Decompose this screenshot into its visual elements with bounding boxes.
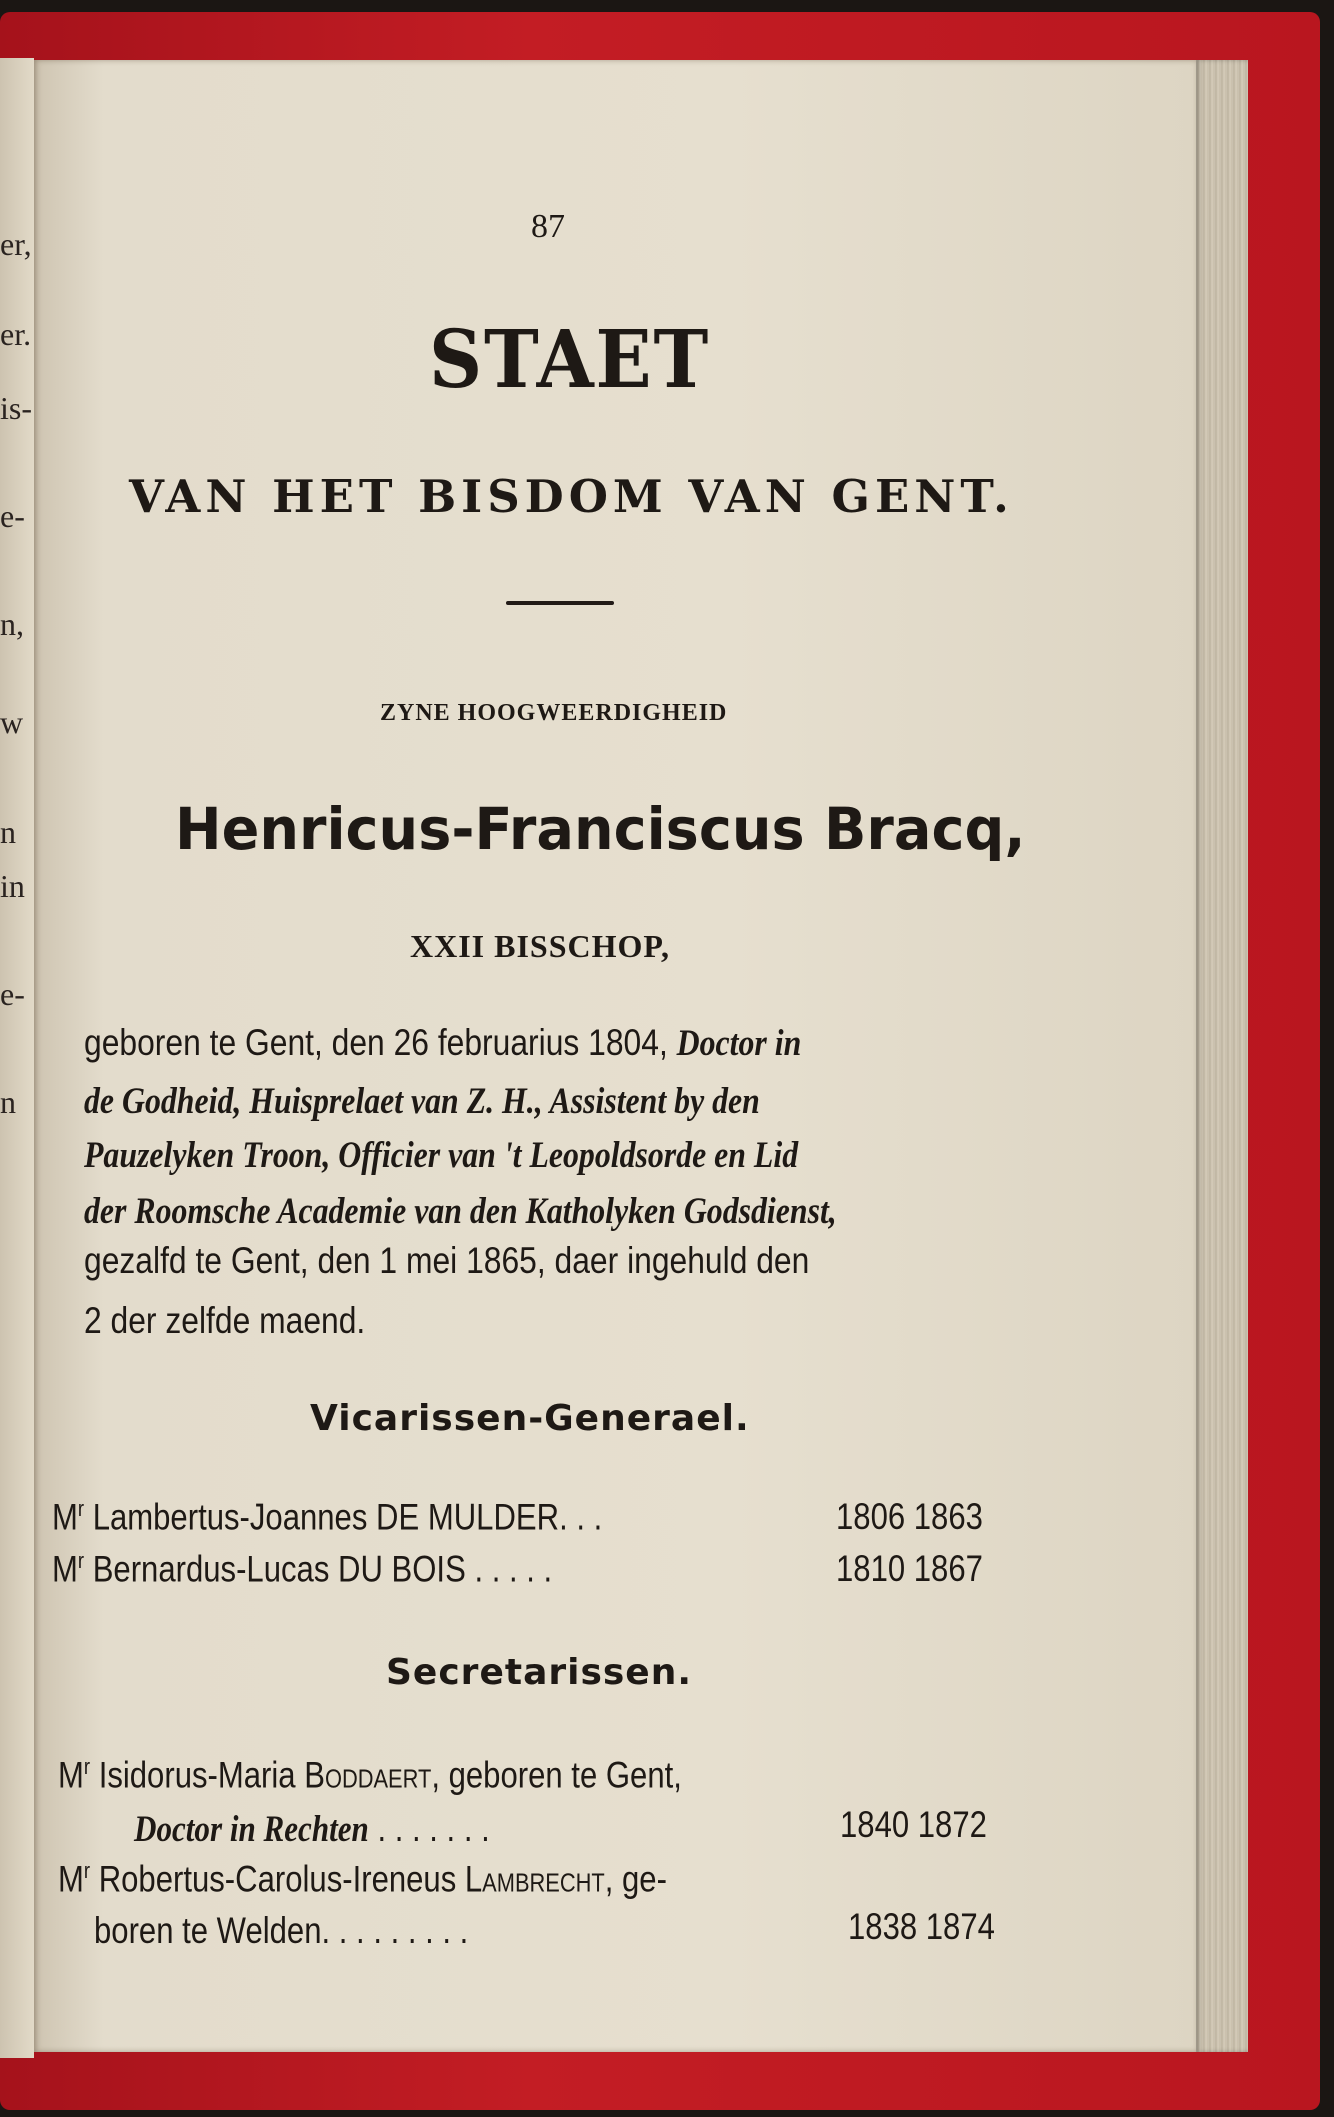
secretary-years: 1838 1874	[848, 1906, 995, 1947]
honorific-caption: ZYNE HOOGWEERDIGHEID	[380, 700, 728, 726]
bio-line: Pauzelyken Troon, Officier van 't Leopoldsorde en Lid	[84, 1135, 799, 1176]
left-page-fragment: n,	[0, 606, 24, 642]
secretaries-heading: Secretarissen.	[386, 1652, 693, 1693]
vicar-years: 1806 1863	[836, 1496, 983, 1537]
left-page-fragment: is-	[0, 390, 32, 426]
secretary-entry: $M^r$ Robertus-Carolus-Ireneus Lambrecht, ge-	[58, 1858, 667, 1900]
left-page-edge	[0, 58, 34, 2058]
left-page-fragment: er.	[0, 316, 32, 352]
bio-line: gezalfd te Gent, den 1 mei 1865, daer ingehuld den	[84, 1240, 810, 1281]
left-page-fragment: n	[0, 814, 16, 850]
secretary-entry-cont: boren te Welden. . . . . . . . .	[94, 1910, 469, 1951]
left-page-fragment: e-	[0, 498, 25, 534]
page-subtitle: VAN HET BISDOM VAN GENT.	[129, 470, 1014, 523]
left-page-fragment: e-	[0, 976, 25, 1012]
vicars-heading: Vicarissen-Generael.	[310, 1398, 750, 1439]
bio-line: de Godheid, Huisprelaet van Z. H., Assistent by den	[84, 1081, 760, 1122]
vicar-years: 1810 1867	[836, 1548, 983, 1589]
page-stack-edge	[1196, 60, 1248, 2052]
page-title: STAET	[429, 312, 711, 406]
book-page	[34, 60, 1196, 2052]
bishop-rank: XXII BISSCHOP,	[410, 928, 671, 964]
vicar-entry: $M^r$ Bernardus-Lucas DU BOIS . . . . .	[52, 1548, 553, 1590]
title-rule	[506, 601, 614, 605]
left-page-fragment: er,	[0, 226, 32, 262]
secretary-entry-cont: Doctor in Rechten . . . . . . .	[134, 1808, 490, 1850]
secretary-years: 1840 1872	[840, 1804, 987, 1845]
bishop-name: Henricus-Franciscus Bracq,	[175, 795, 1026, 863]
vicar-entry: $M^r$ Lambertus-Joannes DE MULDER. . .	[52, 1496, 603, 1538]
bio-line: geboren te Gent, den 26 februarius 1804, Doctor in	[84, 1022, 802, 1064]
secretary-entry: $M^r$ Isidorus-Maria Boddaert, geboren te Gent,	[58, 1754, 682, 1796]
left-page-fragment: w	[0, 704, 24, 740]
left-page-fragment: in	[0, 868, 25, 904]
bio-line: der Roomsche Academie van den Katholyken Godsdienst,	[84, 1191, 837, 1232]
left-page-fragment: n	[0, 1084, 16, 1120]
bio-line: 2 der zelfde maend.	[84, 1300, 366, 1341]
page-number: 87	[531, 208, 565, 245]
